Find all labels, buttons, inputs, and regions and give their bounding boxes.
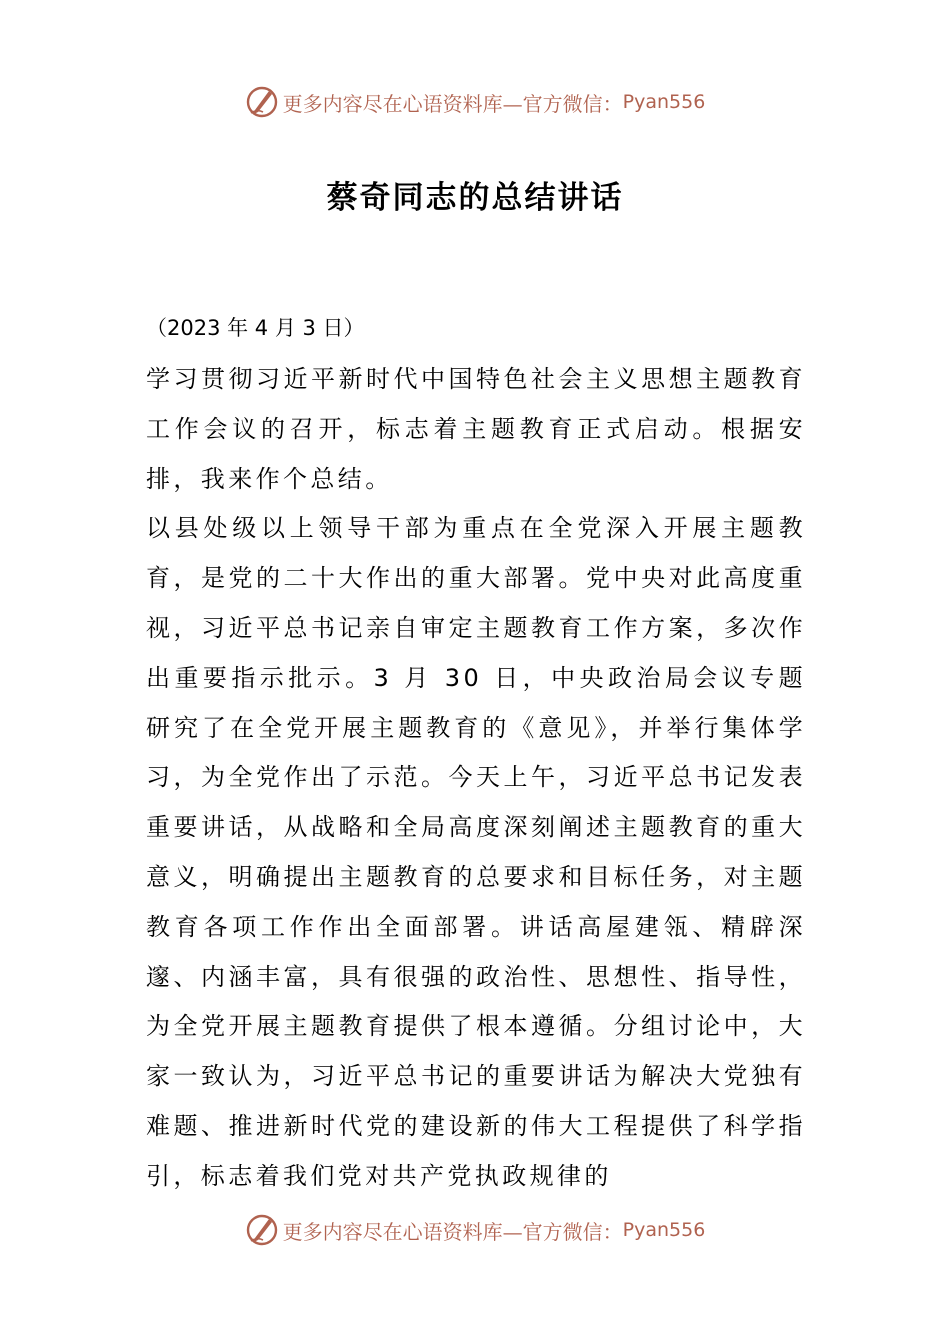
document-body: [146, 355, 806, 1202]
footer-watermark-id: Pyan556: [622, 1219, 706, 1241]
footer-watermark: [0, 1210, 950, 1250]
body-paragraph: 以县处级以上领导干部为重点在全党深入开展主题教育，是党的二十大作出的重大部署。党中央对此高度重视，习近平总书记亲自审定主题教育工作方案，多次作出重要指示批示。3 月 30 日，中央政治局会议专题研究了在全党开展主题教育的《意见》，并举行集体学习，为全党作出了示范。今天上午，习近平总书记发表重要讲话，从战略和全局高度深刻阐述主题教育的重大意义，明确提出主题教育的总要求和目标任务，对主题教育各项工作作出全面部署。讲话高屋建瓴、精辟深邃、内涵丰富，具有很强的政治性、思想性、指导性，为全党开展主题教育提供了根本遵循。分组讨论中，大家一致认为，习近平总书记的重要讲话为解决大党独有难题、推进新时代党的建设新的伟大工程提供了科学指引，标志着我们党对共产党执政规律的: [146, 514, 806, 1190]
header-watermark: [0, 82, 950, 122]
document-date: （2023 年 4 月 3 日）: [146, 316, 365, 340]
header-watermark-text: 更多内容尽在心语资料库—官方微信：: [282, 91, 623, 116]
quill-pen-logo-icon: [245, 85, 279, 119]
footer-watermark-text: 更多内容尽在心语资料库—官方微信：: [282, 1219, 623, 1244]
quill-pen-logo-icon: [245, 1213, 279, 1247]
body-paragraph: 学习贯彻习近平新时代中国特色社会主义思想主题教育工作会议的召开，标志着主题教育正式启动。根据安排，我来作个总结。: [146, 365, 806, 493]
document-title: 蔡奇同志的总结讲话: [326, 180, 624, 216]
header-watermark-id: Pyan556: [622, 91, 706, 113]
